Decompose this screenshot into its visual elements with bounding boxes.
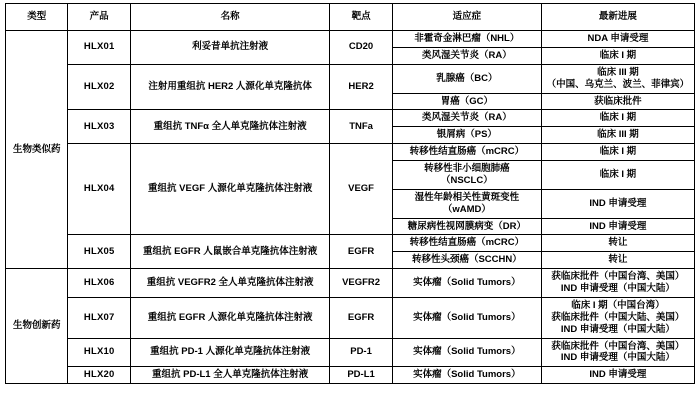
cell-indication — [392, 252, 541, 269]
cell-product-code: HLX07 — [68, 297, 130, 338]
cell-indication — [392, 218, 541, 235]
cell-progress — [541, 64, 694, 93]
cell-indication-line: 银屑病（PS） — [436, 129, 497, 141]
cell-progress — [541, 338, 694, 367]
cell-progress-line: 临床 III 期 — [597, 129, 639, 141]
cell-product-name: 重组抗 PD-L1 全人单克隆抗体注射液 — [130, 367, 329, 384]
cell-indication — [392, 338, 541, 367]
cell-indication — [392, 235, 541, 252]
cell-product-name: 利妥昔单抗注射液 — [130, 31, 329, 65]
cell-progress-line: 获临床批件 — [594, 95, 642, 107]
cell-progress-line: IND 申请受理 — [589, 220, 647, 232]
cell-progress-line: 临床 I 期 — [599, 168, 637, 180]
cell-indication-line: 转移性结直肠癌（mCRC） — [409, 237, 525, 249]
cell-progress-line: 临床 I 期 — [599, 146, 637, 158]
cell-category: 生物类似药 — [6, 31, 68, 269]
cell-progress-line: IND 申请受理 — [589, 369, 647, 381]
cell-progress — [541, 235, 694, 252]
cell-product-name: 重组抗 VEGFR2 全人单克隆抗体注射液 — [130, 269, 329, 298]
column-header-category: 类型 — [6, 4, 68, 31]
table-row — [6, 64, 695, 93]
cell-progress-line: NDA 申请受理 — [587, 33, 649, 44]
cell-product-name: 重组抗 PD-1 人源化单克隆抗体注射液 — [130, 338, 329, 367]
cell-indication-line: （NSCLC） — [440, 174, 493, 186]
cell-progress-line: IND 申请受理（中国大陆） — [560, 283, 675, 294]
cell-indication-line: 非霍奇金淋巴瘤（NHL） — [414, 33, 520, 44]
table-row — [6, 367, 695, 384]
cell-indication — [392, 297, 541, 338]
cell-product-code: HLX04 — [68, 144, 130, 235]
pipeline-table-sheet — [0, 3, 700, 417]
column-header-indication: 适应症 — [392, 4, 541, 31]
cell-progress-line: 获临床批件（中国大陆、美国） — [551, 311, 685, 323]
cell-indication-line: 类风湿关节炎（RA） — [421, 112, 512, 124]
cell-category: 生物创新药 — [6, 269, 68, 384]
cell-indication-line: 转移性结直肠癌（mCRC） — [409, 146, 525, 158]
cell-progress-line: 临床 III 期 — [597, 66, 639, 78]
cell-progress-line: 获临床批件（中国台湾、美国） — [551, 271, 685, 283]
cell-target: TNFa — [330, 110, 392, 144]
cell-indication — [392, 31, 541, 48]
table-row — [6, 31, 695, 48]
column-header-target: 靶点 — [330, 4, 392, 31]
cell-indication — [392, 93, 541, 110]
cell-indication-line: 胃癌（GC） — [440, 95, 493, 107]
cell-target: VEGF — [330, 144, 392, 235]
cell-product-name: 重组抗 VEGF 人源化单克隆抗体注射液 — [130, 144, 329, 235]
cell-indication-line: 实体瘤（Solid Tumors） — [413, 277, 521, 289]
cell-product-name: 注射用重组抗 HER2 人源化单克隆抗体 — [130, 64, 329, 110]
cell-target: VEGFR2 — [330, 269, 392, 298]
column-header-name: 名称 — [130, 4, 329, 31]
cell-target: PD-L1 — [330, 367, 392, 384]
table-row — [6, 110, 695, 127]
cell-indication — [392, 367, 541, 384]
cell-product-code: HLX10 — [68, 338, 130, 367]
cell-indication — [392, 189, 541, 218]
column-header-progress: 最新进展 — [541, 4, 694, 31]
table-body — [6, 31, 695, 384]
cell-product-code: HLX02 — [68, 64, 130, 110]
cell-progress-line: 获临床批件（中国台湾、美国） — [551, 340, 685, 352]
cell-progress — [541, 144, 694, 161]
cell-progress-line: 临床 I 期 — [599, 49, 637, 61]
cell-progress — [541, 218, 694, 235]
cell-progress-line: （中国、乌克兰、波兰、菲律宾） — [546, 78, 690, 90]
cell-product-name: 重组抗 EGFR 人鼠嵌合单克隆抗体注射液 — [130, 235, 329, 269]
cell-indication — [392, 47, 541, 64]
cell-product-code: HLX03 — [68, 110, 130, 144]
cell-indication-line: 实体瘤（Solid Tumors） — [413, 311, 521, 323]
table-row — [6, 269, 695, 298]
cell-progress — [541, 297, 694, 338]
cell-indication — [392, 269, 541, 298]
cell-indication — [392, 64, 541, 93]
cell-target: EGFR — [330, 235, 392, 269]
table-header-row — [6, 4, 695, 31]
cell-progress — [541, 47, 694, 64]
cell-progress — [541, 367, 694, 384]
cell-target: CD20 — [330, 31, 392, 65]
cell-product-name: 重组抗 EGFR 人源化单克隆抗体注射液 — [130, 297, 329, 338]
cell-progress-line: IND 申请受理（中国大陆） — [560, 323, 675, 335]
cell-target: HER2 — [330, 64, 392, 110]
cell-indication-line: 实体瘤（Solid Tumors） — [413, 346, 521, 358]
cell-indication — [392, 144, 541, 161]
cell-indication — [392, 161, 541, 190]
table-row — [6, 144, 695, 161]
product-pipeline-table — [5, 3, 695, 384]
cell-progress — [541, 110, 694, 127]
cell-indication-line: 实体瘤（Solid Tumors） — [413, 369, 521, 381]
cell-product-code: HLX01 — [68, 31, 130, 65]
cell-progress-line: IND 申请受理 — [589, 197, 647, 209]
column-header-product: 产品 — [68, 4, 130, 31]
table-header — [6, 4, 695, 31]
cell-indication-line: 乳腺癌（BC） — [436, 72, 498, 84]
cell-target: PD-1 — [330, 338, 392, 367]
cell-indication-line: 转移性非小细胞肺癌 — [424, 163, 510, 174]
cell-progress — [541, 161, 694, 190]
cell-indication-line: （wAMD） — [442, 203, 491, 215]
cell-indication-line: 湿性年龄相关性黄斑变性 — [414, 191, 520, 203]
cell-indication — [392, 110, 541, 127]
cell-progress — [541, 31, 694, 48]
cell-indication-line: 转移性头颈癌（SCCHN） — [411, 254, 522, 266]
cell-product-code: HLX05 — [68, 235, 130, 269]
cell-target: EGFR — [330, 297, 392, 338]
cell-progress-line: 转让 — [608, 254, 628, 266]
cell-progress — [541, 269, 694, 298]
table-row — [6, 297, 695, 338]
cell-product-code: HLX06 — [68, 269, 130, 298]
cell-progress — [541, 93, 694, 110]
cell-product-name: 重组抗 TNFα 全人单克隆抗体注射液 — [130, 110, 329, 144]
cell-progress — [541, 252, 694, 269]
cell-progress-line: 临床 I 期（中国台湾） — [571, 299, 665, 311]
cell-progress — [541, 127, 694, 144]
cell-product-code: HLX20 — [68, 367, 130, 384]
cell-progress-line: IND 申请受理（中国大陆） — [560, 352, 675, 364]
cell-indication-line: 类风湿关节炎（RA） — [421, 49, 512, 61]
cell-progress — [541, 189, 694, 218]
cell-progress-line: 临床 I 期 — [599, 112, 637, 124]
table-row — [6, 235, 695, 252]
table-row — [6, 338, 695, 367]
cell-indication-line: 糖尿病性视网膜病变（DR） — [407, 220, 526, 232]
cell-progress-line: 转让 — [608, 237, 628, 249]
cell-indication — [392, 127, 541, 144]
